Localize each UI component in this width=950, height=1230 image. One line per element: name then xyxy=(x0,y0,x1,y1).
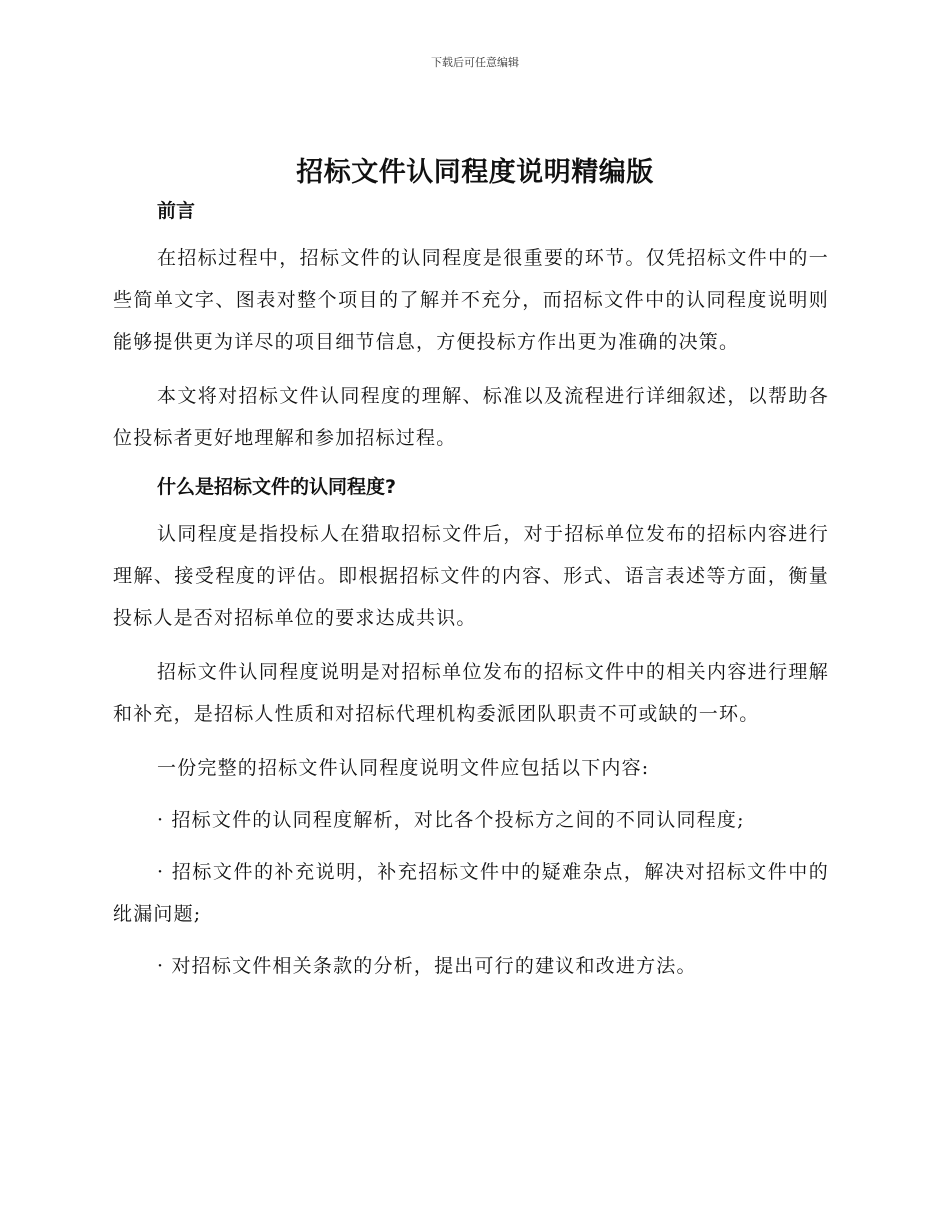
what-is-heading: 什么是招标文件的认同程度? xyxy=(157,476,397,498)
what-is-paragraph-3: 一份完整的招标文件认同程度说明文件应包括以下内容: xyxy=(157,757,650,779)
preface-paragraph-1: 在招标过程中，招标文件的认同程度是很重要的环节。仅凭招标文件中的一些简单文字、图表对整个项目的了解并不充分，而招标文件中的认同程度说明则能够提供更为详尽的项目细节信息，方便投标方作出更为准确的决策。 xyxy=(113,247,829,353)
preface-heading: 前言 xyxy=(157,200,196,222)
bullet-item-3: · 对招标文件相关条款的分析，提出可行的建议和改进方法。 xyxy=(157,955,697,977)
document-title: 招标文件认同程度说明精编版 xyxy=(296,157,654,188)
what-is-paragraph-1: 认同程度是指投标人在猎取招标文件后，对于招标单位发布的招标内容进行理解、接受程度的评估。即根据招标文件的内容、形式、语言表述等方面，衡量投标人是否对招标单位的要求达成共识。 xyxy=(113,523,829,629)
what-is-paragraph-2: 招标文件认同程度说明是对招标单位发布的招标文件中的相关内容进行理解和补充，是招标人性质和对招标代理机构委派团队职责不可或缺的一环。 xyxy=(113,661,829,725)
document-body xyxy=(113,195,829,987)
bullet-item-1: · 招标文件的认同程度解析，对比各个投标方之间的不同认同程度; xyxy=(157,809,745,831)
page-header-note: 下载后可任意编辑 xyxy=(431,56,519,69)
preface-paragraph-2: 本文将对招标文件认同程度的理解、标准以及流程进行详细叙述，以帮助各位投标者更好地理解和参加招标过程。 xyxy=(113,385,829,449)
bullet-item-2: · 招标文件的补充说明，补充招标文件中的疑难杂点，解决对招标文件中的纰漏问题; xyxy=(113,861,829,925)
